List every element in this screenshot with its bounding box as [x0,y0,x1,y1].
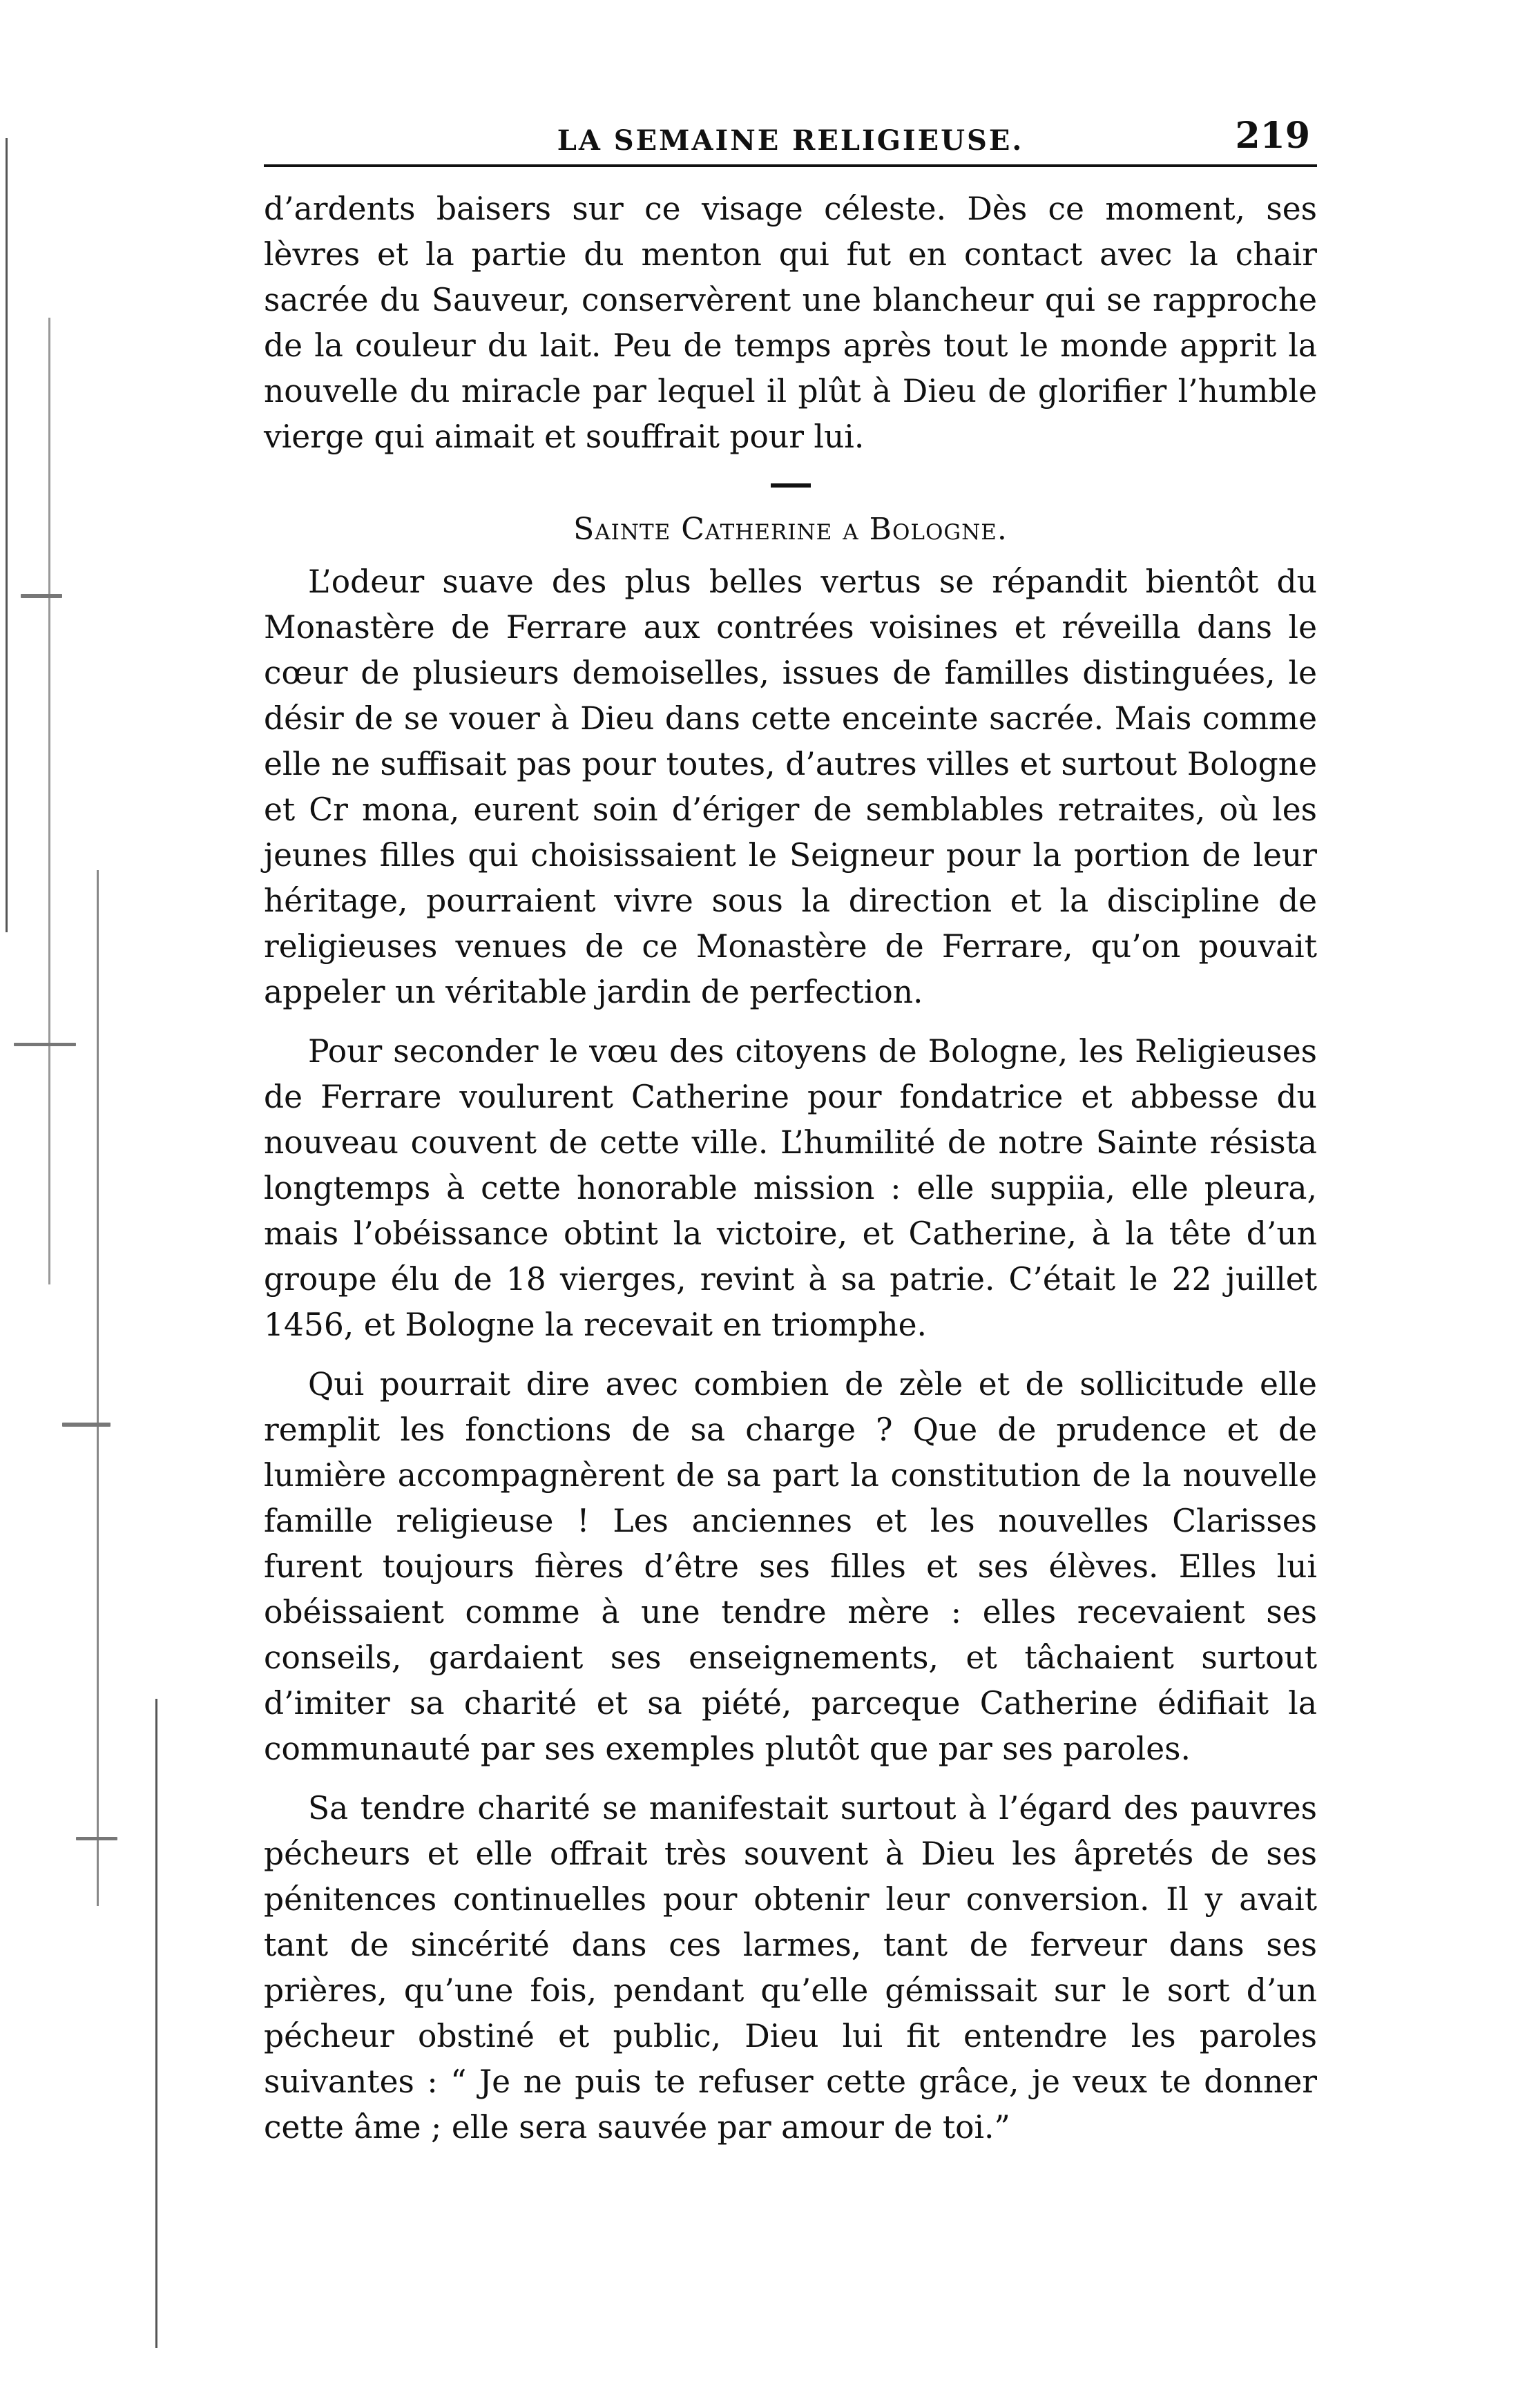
page-header [264,110,1317,159]
binding-edge-line [6,138,8,932]
margin-speck [21,594,62,598]
body-paragraph: d’ardents baisers sur ce visage céleste. Dès ce moment, ses lèvres et la partie du menton qui fut en contact avec la chair sacrée du Sauveur, conservèrent une blancheur qui se rapproche de la couleur du lait. Peu de temps après tout le monde apprit la nouvelle du miracle par lequel il plût à Dieu de glorifier l’humble vierge qui aimait et souffrait pour lui. [264,191,1317,455]
margin-speck [14,1043,76,1046]
body-paragraph: L’odeur suave des plus belles vertus se répandit bientôt du Monastère de Ferrare aux contrées voisines et réveilla dans le cœur de plusieurs demoiselles, issues de familles distinguées, le désir de se vouer à Dieu dans cette enceinte sacrée. Mais comme elle ne suffisait pas pour toutes, d’autres villes et surtout Bologne et Cr mona, eurent soin d’ériger de semblables retraites, où les jeunes filles qui choisissaient le Seigneur pour la portion de leur héritage, pourraient vivre sous la direction et la discipline de religieuses venues de ce Monastère de Ferrare, qu’on pouvait appeler un véritable jardin de perfection. [264,564,1317,1010]
margin-speck [76,1837,117,1840]
body-paragraph: Sa tendre charité se manifestait surtout à l’égard des pauvres pécheurs et elle offrait très souvent à Dieu les âpretés de ses pénitences continuelles pour obtenir leur conversion. Il y avait tant de sincérité dans ces larmes, tant de ferveur dans ses prières, qu’une fois, pendant qu’elle gémissait sur le sort d’un pécheur obstiné et public, Dieu lui fit entendre les paroles suivantes : “ Je ne puis te refuser cette grâce, je veux te donner cette âme ; elle sera sauvée par amour de toi.” [264,1790,1317,2146]
page-number: 219 [1235,115,1310,157]
margin-speck [62,1423,111,1427]
body-paragraph: Pour seconder le vœu des citoyens de Bologne, les Religieuses de Ferrare voulurent Catherine pour fondatrice et abbesse du nouveau couvent de cette ville. L’humilité de notre Sainte résista longtemps à cette honorable mission : elle suppiia, elle pleura, mais l’obéissance obtint la victoire, et Catherine, à la tête d’un groupe élu de 18 vierges, revint à sa patrie. C’était le 22 juillet 1456, et Bologne la recevait en triomphe. [264,1033,1317,1343]
body-paragraph: Qui pourrait dire avec combien de zèle et de sollicitude elle remplit les fonctions de sa charge ? Que de prudence et de lumière accompagnèrent de sa part la constitution de la nouvelle famille religieuse ! Les anciennes et les nouvelles Clarisses furent toujours fières d’être ses filles et ses élèves. Elles lui obéissaient comme à une tendre mère : elles recevaient ses conseils, gardaient ses enseignements, et tâchaient surtout d’imiter sa charité et sa piété, parceque Catherine édifiait la communauté par ses exemples plutôt que par ses paroles. [264,1366,1317,1767]
section-separator [771,483,811,488]
section-title: Sainte Catherine a Bologne. [573,512,1008,547]
binding-edge-line [97,870,99,1906]
binding-edge-line [155,1699,157,2348]
book-page [264,110,1317,2150]
running-head: LA SEMAINE RELIGIEUSE. [557,124,1024,157]
header-rule [264,164,1317,167]
binding-margin [0,110,173,2348]
binding-edge-line [48,318,50,1284]
